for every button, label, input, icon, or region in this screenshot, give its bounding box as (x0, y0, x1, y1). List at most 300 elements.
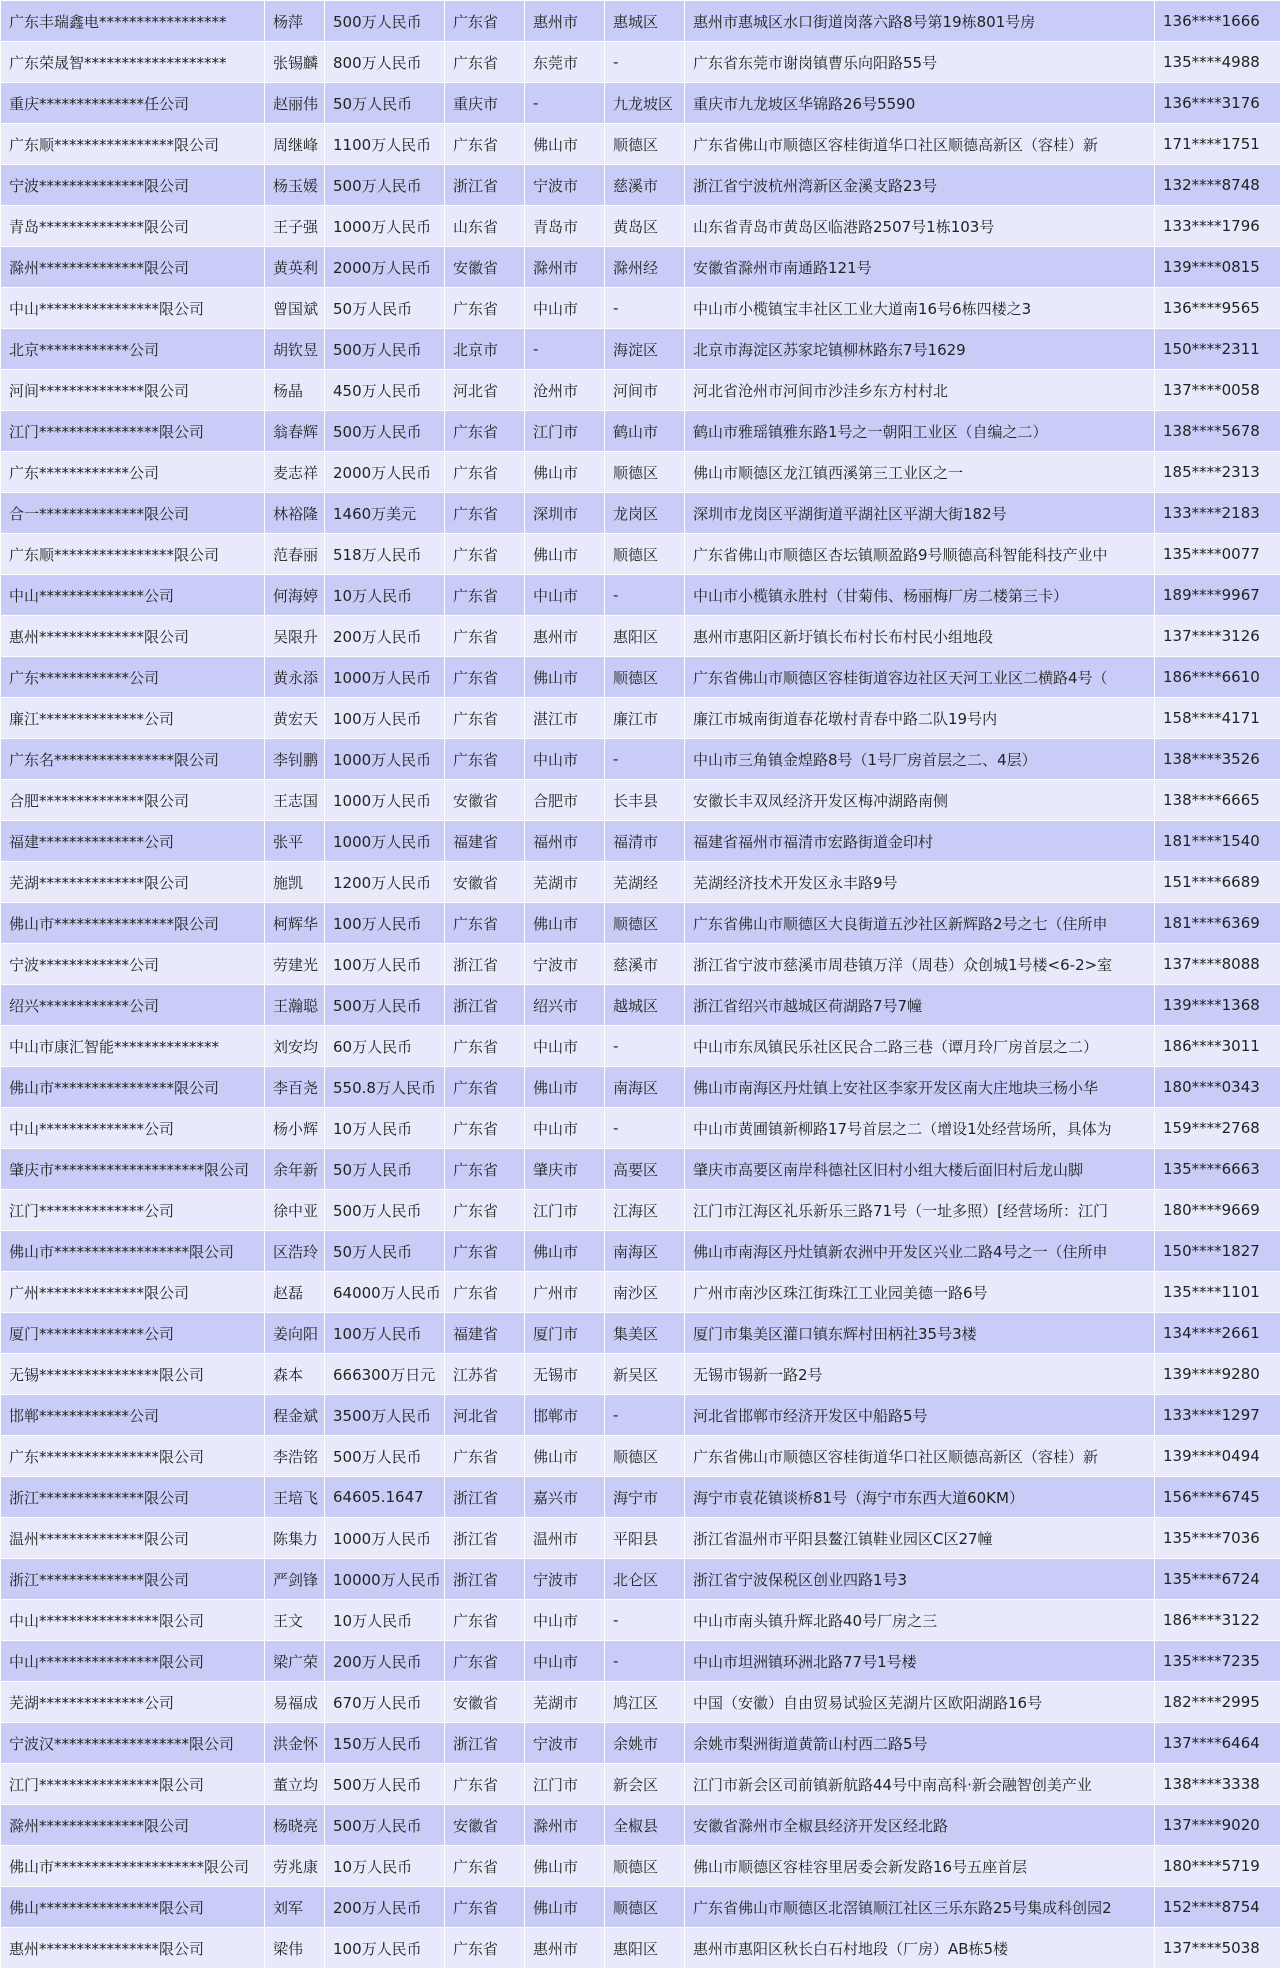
registered-capital-cell: 150万人民币 (325, 1723, 445, 1764)
city-cell: 佛山市 (525, 657, 605, 698)
legal-person-cell: 森本 (265, 1354, 325, 1395)
company-name-cell: 广东************公司 (1, 657, 265, 698)
registered-capital-cell: 10万人民币 (325, 1846, 445, 1887)
district-cell: - (605, 288, 685, 329)
company-name-cell: 中山**************公司 (1, 1108, 265, 1149)
phone-cell: 139****0494 (1155, 1436, 1280, 1477)
city-cell: 宁波市 (525, 165, 605, 206)
registered-capital-cell: 1000万人民币 (325, 739, 445, 780)
address-cell: 中山市南头镇升辉北路40号厂房之三 (685, 1600, 1155, 1641)
city-cell: 绍兴市 (525, 985, 605, 1026)
company-name-cell: 佛山****************限公司 (1, 1887, 265, 1928)
table-row (1, 1395, 1280, 1436)
legal-person-cell: 杨小辉 (265, 1108, 325, 1149)
district-cell: 江海区 (605, 1190, 685, 1231)
phone-cell: 133****1796 (1155, 206, 1280, 247)
legal-person-cell: 周继峰 (265, 124, 325, 165)
district-cell: 南沙区 (605, 1272, 685, 1313)
table-row (1, 1887, 1280, 1928)
city-cell: 中山市 (525, 1026, 605, 1067)
company-name-cell: 江门****************限公司 (1, 1764, 265, 1805)
province-cell: 浙江省 (445, 165, 525, 206)
phone-cell: 189****9967 (1155, 575, 1280, 616)
address-cell: 中山市黄圃镇新柳路17号首层之二（增设1处经营场所，具体为 (685, 1108, 1155, 1149)
address-cell: 浙江省绍兴市越城区荷湖路7号7幢 (685, 985, 1155, 1026)
registered-capital-cell: 500万人民币 (325, 985, 445, 1026)
district-cell: - (605, 1026, 685, 1067)
city-cell: 佛山市 (525, 1067, 605, 1108)
city-cell: 江门市 (525, 1764, 605, 1805)
legal-person-cell: 王培飞 (265, 1477, 325, 1518)
table-row (1, 575, 1280, 616)
address-cell: 中山市小榄镇永胜村（甘菊伟、杨丽梅厂房二楼第三卡） (685, 575, 1155, 616)
district-cell: 海淀区 (605, 329, 685, 370)
province-cell: 浙江省 (445, 1477, 525, 1518)
registered-capital-cell: 1000万人民币 (325, 1518, 445, 1559)
province-cell: 广东省 (445, 1600, 525, 1641)
registered-capital-cell: 500万人民币 (325, 1436, 445, 1477)
phone-cell: 180****9669 (1155, 1190, 1280, 1231)
phone-cell: 138****5678 (1155, 411, 1280, 452)
company-name-cell: 北京************公司 (1, 329, 265, 370)
registered-capital-cell: 50万人民币 (325, 288, 445, 329)
phone-cell: 185****2313 (1155, 452, 1280, 493)
district-cell: - (605, 1641, 685, 1682)
table-row (1, 821, 1280, 862)
province-cell: 广东省 (445, 1067, 525, 1108)
district-cell: - (605, 1108, 685, 1149)
legal-person-cell: 姜向阳 (265, 1313, 325, 1354)
table-row (1, 985, 1280, 1026)
address-cell: 佛山市南海区丹灶镇上安社区李家开发区南大庄地块三杨小华 (685, 1067, 1155, 1108)
district-cell: 河间市 (605, 370, 685, 411)
district-cell: 新会区 (605, 1764, 685, 1805)
legal-person-cell: 刘安均 (265, 1026, 325, 1067)
company-name-cell: 滁州**************限公司 (1, 247, 265, 288)
district-cell: 余姚市 (605, 1723, 685, 1764)
address-cell: 中山市三角镇金煌路8号（1号厂房首层之二、4层） (685, 739, 1155, 780)
phone-cell: 151****6689 (1155, 862, 1280, 903)
province-cell: 福建省 (445, 1313, 525, 1354)
address-cell: 惠州市惠阳区新圩镇长布村长布村民小组地段 (685, 616, 1155, 657)
phone-cell: 181****1540 (1155, 821, 1280, 862)
phone-cell: 135****1101 (1155, 1272, 1280, 1313)
registered-capital-cell: 2000万人民币 (325, 247, 445, 288)
phone-cell: 139****9280 (1155, 1354, 1280, 1395)
phone-cell: 182****2995 (1155, 1682, 1280, 1723)
table-row (1, 1477, 1280, 1518)
company-name-cell: 广州**************限公司 (1, 1272, 265, 1313)
province-cell: 广东省 (445, 698, 525, 739)
registered-capital-cell: 64605.1647 (325, 1477, 445, 1518)
table-row (1, 1682, 1280, 1723)
company-name-cell: 浙江**************限公司 (1, 1477, 265, 1518)
city-cell: 中山市 (525, 575, 605, 616)
address-cell: 河北省沧州市河间市沙洼乡东方村村北 (685, 370, 1155, 411)
city-cell: 青岛市 (525, 206, 605, 247)
province-cell: 广东省 (445, 575, 525, 616)
province-cell: 浙江省 (445, 1723, 525, 1764)
address-cell: 肇庆市高要区南岸科德社区旧村小组大楼后面旧村后龙山脚 (685, 1149, 1155, 1190)
phone-cell: 186****3122 (1155, 1600, 1280, 1641)
registered-capital-cell: 50万人民币 (325, 83, 445, 124)
company-name-cell: 佛山市****************限公司 (1, 903, 265, 944)
province-cell: 广东省 (445, 124, 525, 165)
company-name-cell: 滁州**************限公司 (1, 1805, 265, 1846)
province-cell: 安徽省 (445, 862, 525, 903)
district-cell: 九龙坡区 (605, 83, 685, 124)
province-cell: 河北省 (445, 370, 525, 411)
phone-cell: 135****0077 (1155, 534, 1280, 575)
district-cell: 鸠江区 (605, 1682, 685, 1723)
city-cell: 佛山市 (525, 534, 605, 575)
registered-capital-cell: 1000万人民币 (325, 780, 445, 821)
province-cell: 广东省 (445, 1149, 525, 1190)
table-row (1, 1026, 1280, 1067)
phone-cell: 135****7235 (1155, 1641, 1280, 1682)
phone-cell: 133****2183 (1155, 493, 1280, 534)
company-name-cell: 邯郸************公司 (1, 1395, 265, 1436)
phone-cell: 138****3338 (1155, 1764, 1280, 1805)
phone-cell: 135****6663 (1155, 1149, 1280, 1190)
legal-person-cell: 陈集力 (265, 1518, 325, 1559)
address-cell: 深圳市龙岗区平湖街道平湖社区平湖大街182号 (685, 493, 1155, 534)
province-cell: 广东省 (445, 657, 525, 698)
address-cell: 惠州市惠阳区秋长白石村地段（厂房）AB栋5楼 (685, 1928, 1155, 1969)
legal-person-cell: 王瀚聪 (265, 985, 325, 1026)
legal-person-cell: 赵磊 (265, 1272, 325, 1313)
legal-person-cell: 柯辉华 (265, 903, 325, 944)
city-cell: 宁波市 (525, 1559, 605, 1600)
province-cell: 广东省 (445, 1026, 525, 1067)
registered-capital-cell: 500万人民币 (325, 165, 445, 206)
company-name-cell: 中山****************限公司 (1, 288, 265, 329)
address-cell: 佛山市顺德区龙江镇西溪第三工业区之一 (685, 452, 1155, 493)
city-cell: 合肥市 (525, 780, 605, 821)
province-cell: 福建省 (445, 821, 525, 862)
table-row (1, 1518, 1280, 1559)
table-row (1, 657, 1280, 698)
table-row (1, 903, 1280, 944)
table-row (1, 1600, 1280, 1641)
legal-person-cell: 王志国 (265, 780, 325, 821)
registered-capital-cell: 500万人民币 (325, 1805, 445, 1846)
table-row (1, 1272, 1280, 1313)
phone-cell: 156****6745 (1155, 1477, 1280, 1518)
company-name-cell: 广东****************限公司 (1, 1436, 265, 1477)
legal-person-cell: 杨晓亮 (265, 1805, 325, 1846)
table-body (1, 1, 1280, 1969)
registered-capital-cell: 50万人民币 (325, 1231, 445, 1272)
company-name-cell: 佛山市****************限公司 (1, 1067, 265, 1108)
legal-person-cell: 杨萍 (265, 1, 325, 42)
company-name-cell: 温州**************限公司 (1, 1518, 265, 1559)
province-cell: 广东省 (445, 1764, 525, 1805)
company-name-cell: 芜湖**************公司 (1, 1682, 265, 1723)
registered-capital-cell: 50万人民币 (325, 1149, 445, 1190)
district-cell: - (605, 575, 685, 616)
district-cell: 惠阳区 (605, 1928, 685, 1969)
registered-capital-cell: 500万人民币 (325, 1, 445, 42)
company-name-cell: 河间**************限公司 (1, 370, 265, 411)
legal-person-cell: 张平 (265, 821, 325, 862)
address-cell: 广东省佛山市顺德区北滘镇顺江社区三乐东路25号集成科创园2 (685, 1887, 1155, 1928)
table-row (1, 247, 1280, 288)
city-cell: 中山市 (525, 739, 605, 780)
province-cell: 浙江省 (445, 1559, 525, 1600)
phone-cell: 132****8748 (1155, 165, 1280, 206)
company-name-cell: 佛山市******************限公司 (1, 1231, 265, 1272)
district-cell: 平阳县 (605, 1518, 685, 1559)
registered-capital-cell: 64000万人民币 (325, 1272, 445, 1313)
company-name-cell: 广东顺****************限公司 (1, 534, 265, 575)
phone-cell: 137****6464 (1155, 1723, 1280, 1764)
province-cell: 浙江省 (445, 944, 525, 985)
table-row (1, 1436, 1280, 1477)
address-cell: 安徽省滁州市全椒县经济开发区经北路 (685, 1805, 1155, 1846)
legal-person-cell: 程金斌 (265, 1395, 325, 1436)
registered-capital-cell: 100万人民币 (325, 944, 445, 985)
legal-person-cell: 区浩玲 (265, 1231, 325, 1272)
province-cell: 河北省 (445, 1395, 525, 1436)
phone-cell: 186****3011 (1155, 1026, 1280, 1067)
province-cell: 广东省 (445, 42, 525, 83)
province-cell: 广东省 (445, 739, 525, 780)
table-row (1, 1149, 1280, 1190)
phone-cell: 138****6665 (1155, 780, 1280, 821)
registered-capital-cell: 10万人民币 (325, 1600, 445, 1641)
company-name-cell: 广东丰瑞鑫电***************** (1, 1, 265, 42)
registered-capital-cell: 10万人民币 (325, 575, 445, 616)
address-cell: 浙江省宁波保税区创业四路1号3 (685, 1559, 1155, 1600)
province-cell: 广东省 (445, 452, 525, 493)
legal-person-cell: 王子强 (265, 206, 325, 247)
phone-cell: 134****2661 (1155, 1313, 1280, 1354)
province-cell: 广东省 (445, 493, 525, 534)
table-row (1, 1641, 1280, 1682)
legal-person-cell: 严剑锋 (265, 1559, 325, 1600)
address-cell: 广东省佛山市顺德区杏坛镇顺盈路9号顺德高科智能科技产业中 (685, 534, 1155, 575)
phone-cell: 186****6610 (1155, 657, 1280, 698)
company-name-cell: 中山****************限公司 (1, 1641, 265, 1682)
province-cell: 江苏省 (445, 1354, 525, 1395)
province-cell: 广东省 (445, 1190, 525, 1231)
table-row (1, 452, 1280, 493)
district-cell: - (605, 739, 685, 780)
city-cell: 佛山市 (525, 1231, 605, 1272)
province-cell: 安徽省 (445, 780, 525, 821)
table-row (1, 1, 1280, 42)
company-name-cell: 浙江**************限公司 (1, 1559, 265, 1600)
city-cell: 中山市 (525, 1600, 605, 1641)
legal-person-cell: 曾国斌 (265, 288, 325, 329)
district-cell: 顺德区 (605, 124, 685, 165)
phone-cell: 137****5038 (1155, 1928, 1280, 1969)
phone-cell: 136****9565 (1155, 288, 1280, 329)
table-row (1, 1067, 1280, 1108)
registered-capital-cell: 518万人民币 (325, 534, 445, 575)
city-cell: 佛山市 (525, 903, 605, 944)
city-cell: 福州市 (525, 821, 605, 862)
district-cell: 顺德区 (605, 1887, 685, 1928)
legal-person-cell: 黄永添 (265, 657, 325, 698)
table-row (1, 370, 1280, 411)
table-row (1, 83, 1280, 124)
legal-person-cell: 刘军 (265, 1887, 325, 1928)
city-cell: 温州市 (525, 1518, 605, 1559)
legal-person-cell: 张锡麟 (265, 42, 325, 83)
address-cell: 佛山市南海区丹灶镇新农洲中开发区兴业二路4号之一（住所申 (685, 1231, 1155, 1272)
address-cell: 中山市坦洲镇环洲北路77号1号楼 (685, 1641, 1155, 1682)
city-cell: 广州市 (525, 1272, 605, 1313)
province-cell: 浙江省 (445, 1518, 525, 1559)
city-cell: 惠州市 (525, 1, 605, 42)
city-cell: 中山市 (525, 1641, 605, 1682)
table-row (1, 944, 1280, 985)
company-name-cell: 佛山市********************限公司 (1, 1846, 265, 1887)
company-name-cell: 福建**************公司 (1, 821, 265, 862)
province-cell: 浙江省 (445, 985, 525, 1026)
province-cell: 广东省 (445, 1272, 525, 1313)
phone-cell: 158****4171 (1155, 698, 1280, 739)
registered-capital-cell: 500万人民币 (325, 329, 445, 370)
phone-cell: 171****1751 (1155, 124, 1280, 165)
district-cell: 慈溪市 (605, 165, 685, 206)
province-cell: 广东省 (445, 534, 525, 575)
district-cell: 廉江市 (605, 698, 685, 739)
legal-person-cell: 李浩铭 (265, 1436, 325, 1477)
legal-person-cell: 麦志祥 (265, 452, 325, 493)
table-row (1, 206, 1280, 247)
address-cell: 北京市海淀区苏家坨镇柳林路东7号1629 (685, 329, 1155, 370)
company-name-cell: 江门**************公司 (1, 1190, 265, 1231)
district-cell: 鹤山市 (605, 411, 685, 452)
address-cell: 安徽省滁州市南通路121号 (685, 247, 1155, 288)
company-name-cell: 青岛**************限公司 (1, 206, 265, 247)
address-cell: 广东省佛山市顺德区容桂街道容边社区天河工业区二横路4号（ (685, 657, 1155, 698)
registered-capital-cell: 450万人民币 (325, 370, 445, 411)
legal-person-cell: 吴限升 (265, 616, 325, 657)
legal-person-cell: 翁春辉 (265, 411, 325, 452)
phone-cell: 135****4988 (1155, 42, 1280, 83)
address-cell: 广东省佛山市顺德区大良街道五沙社区新辉路2号之七（住所申 (685, 903, 1155, 944)
legal-person-cell: 徐中亚 (265, 1190, 325, 1231)
legal-person-cell: 梁广荣 (265, 1641, 325, 1682)
district-cell: 惠阳区 (605, 616, 685, 657)
district-cell: 顺德区 (605, 1846, 685, 1887)
district-cell: 南海区 (605, 1231, 685, 1272)
city-cell: 中山市 (525, 288, 605, 329)
address-cell: 广东省佛山市顺德区容桂街道华口社区顺德高新区（容桂）新 (685, 124, 1155, 165)
table-row (1, 329, 1280, 370)
phone-cell: 159****2768 (1155, 1108, 1280, 1149)
district-cell: 顺德区 (605, 903, 685, 944)
registered-capital-cell: 1100万人民币 (325, 124, 445, 165)
district-cell: 集美区 (605, 1313, 685, 1354)
address-cell: 广州市南沙区珠江街珠江工业园美德一路6号 (685, 1272, 1155, 1313)
company-name-cell: 中山****************限公司 (1, 1600, 265, 1641)
address-cell: 芜湖经济技术开发区永丰路9号 (685, 862, 1155, 903)
address-cell: 江门市新会区司前镇新航路44号中南高科·新会融智创美产业 (685, 1764, 1155, 1805)
table-row (1, 1805, 1280, 1846)
phone-cell: 152****8754 (1155, 1887, 1280, 1928)
registered-capital-cell: 200万人民币 (325, 1641, 445, 1682)
legal-person-cell: 余年新 (265, 1149, 325, 1190)
table-row (1, 411, 1280, 452)
city-cell: 沧州市 (525, 370, 605, 411)
registered-capital-cell: 10000万人民币 (325, 1559, 445, 1600)
province-cell: 广东省 (445, 616, 525, 657)
city-cell: 东莞市 (525, 42, 605, 83)
company-name-cell: 广东************公司 (1, 452, 265, 493)
city-cell: 无锡市 (525, 1354, 605, 1395)
registered-capital-cell: 500万人民币 (325, 1190, 445, 1231)
address-cell: 安徽长丰双凤经济开发区梅冲湖路南侧 (685, 780, 1155, 821)
table-row (1, 1108, 1280, 1149)
city-cell: 嘉兴市 (525, 1477, 605, 1518)
table-row (1, 1723, 1280, 1764)
phone-cell: 137****8088 (1155, 944, 1280, 985)
registered-capital-cell: 200万人民币 (325, 1887, 445, 1928)
company-name-cell: 中山市康汇智能************** (1, 1026, 265, 1067)
district-cell: 高要区 (605, 1149, 685, 1190)
district-cell: 慈溪市 (605, 944, 685, 985)
registered-capital-cell: 100万人民币 (325, 698, 445, 739)
city-cell: 惠州市 (525, 1928, 605, 1969)
registered-capital-cell: 550.8万人民币 (325, 1067, 445, 1108)
registered-capital-cell: 3500万人民币 (325, 1395, 445, 1436)
province-cell: 重庆市 (445, 83, 525, 124)
legal-person-cell: 黄宏天 (265, 698, 325, 739)
table-row (1, 1928, 1280, 1969)
legal-person-cell: 易福成 (265, 1682, 325, 1723)
phone-cell: 136****1666 (1155, 1, 1280, 42)
phone-cell: 137****0058 (1155, 370, 1280, 411)
phone-cell: 150****1827 (1155, 1231, 1280, 1272)
phone-cell: 180****0343 (1155, 1067, 1280, 1108)
legal-person-cell: 梁伟 (265, 1928, 325, 1969)
phone-cell: 138****3526 (1155, 739, 1280, 780)
province-cell: 安徽省 (445, 1805, 525, 1846)
city-cell: 佛山市 (525, 452, 605, 493)
city-cell: 厦门市 (525, 1313, 605, 1354)
city-cell: - (525, 329, 605, 370)
city-cell: 深圳市 (525, 493, 605, 534)
company-name-cell: 广东荣晟智******************* (1, 42, 265, 83)
company-name-cell: 宁波************公司 (1, 944, 265, 985)
table-row (1, 862, 1280, 903)
legal-person-cell: 范春丽 (265, 534, 325, 575)
address-cell: 中国（安徽）自由贸易试验区芜湖片区欧阳湖路16号 (685, 1682, 1155, 1723)
city-cell: 中山市 (525, 1108, 605, 1149)
district-cell: 黄岛区 (605, 206, 685, 247)
registered-capital-cell: 1200万人民币 (325, 862, 445, 903)
district-cell: 南海区 (605, 1067, 685, 1108)
address-cell: 河北省邯郸市经济开发区中船路5号 (685, 1395, 1155, 1436)
address-cell: 中山市东凤镇民乐社区民合二路三巷（谭月玲厂房首层之二） (685, 1026, 1155, 1067)
province-cell: 广东省 (445, 1928, 525, 1969)
registered-capital-cell: 60万人民币 (325, 1026, 445, 1067)
district-cell: - (605, 1600, 685, 1641)
province-cell: 广东省 (445, 1, 525, 42)
legal-person-cell: 赵丽伟 (265, 83, 325, 124)
legal-person-cell: 董立均 (265, 1764, 325, 1805)
district-cell: 新吴区 (605, 1354, 685, 1395)
city-cell: 佛山市 (525, 1846, 605, 1887)
phone-cell: 139****1368 (1155, 985, 1280, 1026)
city-cell: 肇庆市 (525, 1149, 605, 1190)
legal-person-cell: 洪金怀 (265, 1723, 325, 1764)
